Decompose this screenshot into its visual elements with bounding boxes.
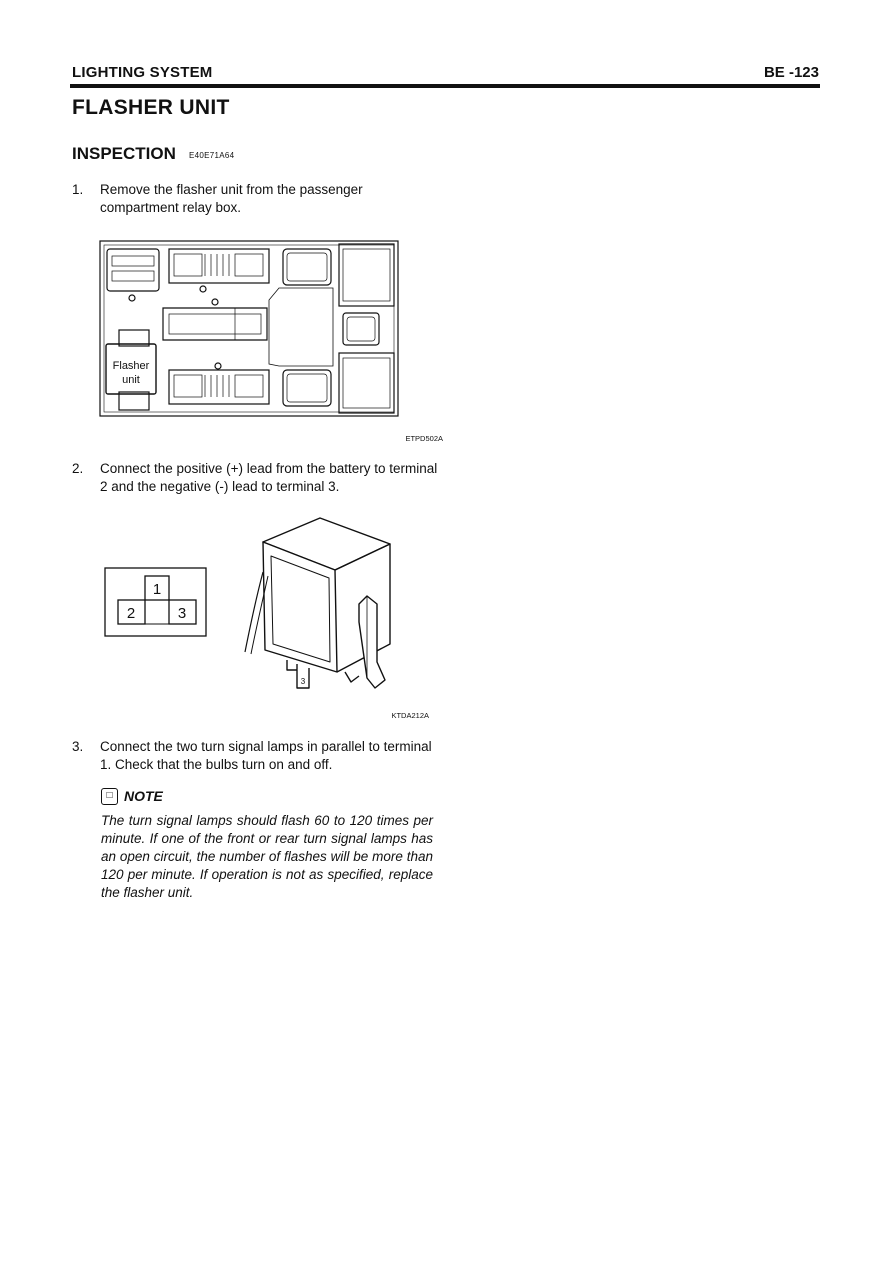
figure-1-code: ETPD502A <box>405 434 443 443</box>
subtitle-code: E40E71A64 <box>189 151 235 160</box>
step-3-text: Connect the two turn signal lamps in parallel to terminal 1. Check that the bulbs turn on and off. <box>100 739 432 772</box>
terminal-3-label: 3 <box>177 605 187 622</box>
step-1-text: Remove the flasher unit from the passenger compartment relay box. <box>100 182 363 215</box>
page-number: BE -123 <box>763 64 819 81</box>
note-label: NOTE <box>124 788 163 804</box>
note-book-icon: □ <box>101 788 118 805</box>
figure-2-code: KTDA212A <box>391 711 429 720</box>
unit-terminal-mark: 3 <box>300 677 306 686</box>
step-3-number: 3. <box>72 739 84 754</box>
relay-box-figure <box>95 236 405 420</box>
flasher-unit-label-2: unit <box>122 374 140 386</box>
section-title: LIGHTING SYSTEM <box>72 64 213 81</box>
step-2-number: 2. <box>72 461 84 476</box>
terminal-2-label: 2 <box>126 605 136 622</box>
terminal-1-label: 1 <box>152 581 162 598</box>
page-title: FLASHER UNIT <box>72 96 230 119</box>
step-2-text: Connect the positive (+) lead from the battery to terminal 2 and the negative (-) lead to terminal 3. <box>100 461 438 494</box>
header-rule <box>70 84 820 88</box>
note-text: The turn signal lamps should flash 60 to 120 times per minute. If one of the front or rear turn signal lamps has an open circuit, the number of flashes will be more than 120 per minute. If operation is not as specified, replace the flasher unit. <box>101 813 433 900</box>
subtitle: INSPECTION <box>72 144 176 163</box>
step-1-number: 1. <box>72 182 84 197</box>
terminal-diagram <box>100 560 210 642</box>
flasher-unit-label-1: Flasher <box>112 360 150 372</box>
flasher-unit-drawing <box>235 512 410 697</box>
